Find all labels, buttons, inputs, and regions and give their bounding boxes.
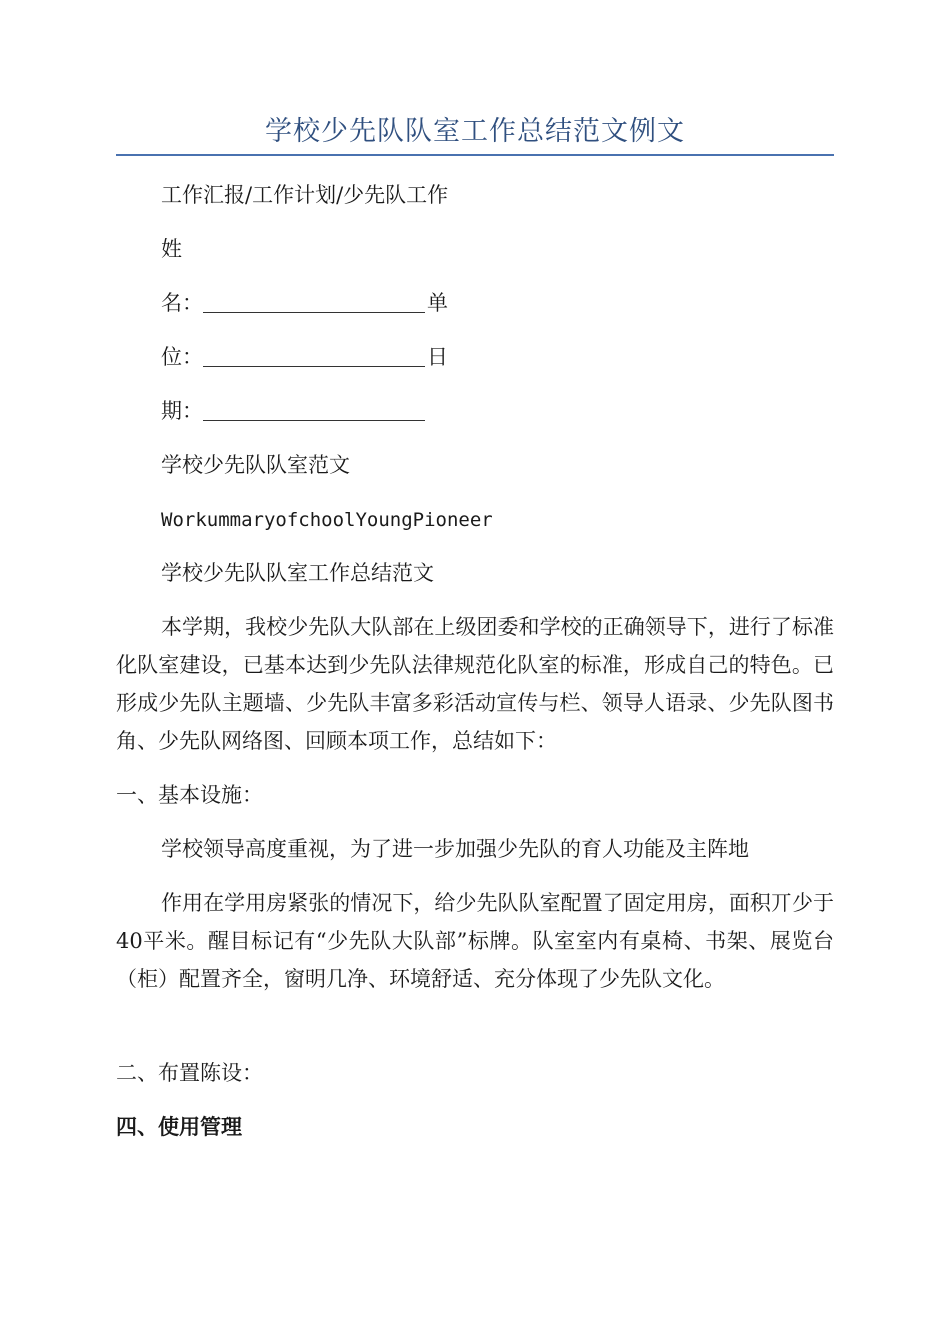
name-label-part1: 姓 (161, 237, 182, 261)
date-label-part1: 日 (427, 345, 448, 369)
unit-label-part1: 单 (427, 291, 448, 315)
subtitle-cn: 学校少先队队室范文 (161, 453, 350, 477)
date-label: 期： (161, 399, 203, 423)
subtitle-cn-2: 学校少先队队室工作总结范文 (161, 561, 434, 585)
date-blank[interactable] (203, 400, 425, 421)
unit-field-row (116, 342, 834, 372)
document-title: 学校少先队队室工作总结范文例文 (265, 116, 685, 147)
name-blank[interactable] (203, 292, 425, 313)
unit-blank[interactable] (203, 346, 425, 367)
name-field-row (116, 288, 834, 318)
title-underline (116, 154, 834, 156)
section-4-heading: 四、使用管理 (116, 1114, 242, 1139)
section-2-heading: 二、布置陈设： (116, 1061, 263, 1085)
date-field-row (116, 396, 834, 426)
tags-line: 工作汇报/工作计划/少先队工作 (161, 183, 449, 207)
name-label: 名： (161, 291, 203, 315)
intro-paragraph: 本学期，我校少先队大队部在上级团委和学校的正确领导下，进行了标准化队室建设，已基本达到少先队法律规范化队室的标准，形成自己的特色。已形成少先队主题墙、少先队丰富多彩活动宣传与栏、领导人语录、少先队图书角、少先队网络图、回顾本项工作，总结如下： (116, 615, 834, 753)
section-1-paragraph-1: 学校领导高度重视，为了进一步加强少先队的育人功能及主阵地 (161, 837, 749, 861)
subtitle-en-text: WorkummaryofchoolYoungPioneer (161, 509, 493, 531)
unit-label: 位： (161, 345, 203, 369)
section-1-paragraph-2: 作用在学用房紧张的情况下，给少先队队室配置了固定用房，面积丌少于40平米。醒目标记有“少先队大队部”标牌。队室室内有桌椅、书架、展览台（柜）配置齐全，窗明几净、环境舒适、充分体现了少先队文化。 (116, 891, 834, 991)
section-1-heading: 一、基本设施： (116, 783, 263, 807)
subtitle-en (116, 504, 834, 535)
